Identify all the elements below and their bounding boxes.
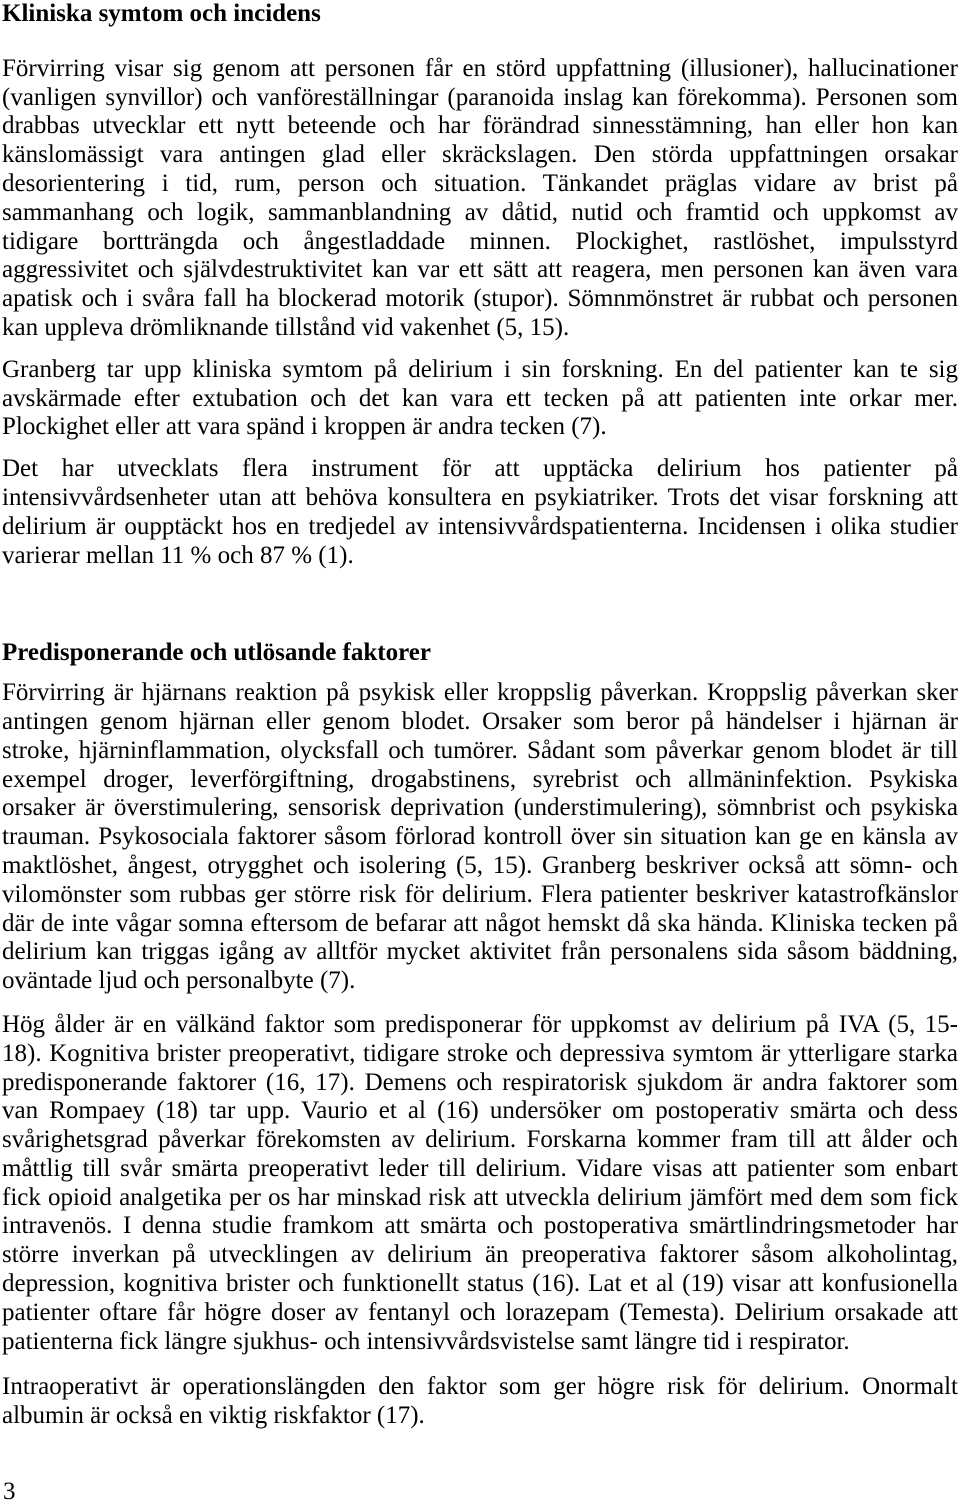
text-line: Det har utvecklats flera instrument för att upptäcka delirium hos patienter på <box>2 455 958 483</box>
text-line: där de inte vågar somna eftersom de befarar att något hemskt då ska hända. Kliniska tecken på <box>2 909 958 937</box>
text-line: avskärmade efter extubation och det kan vara ett tecken på att patienten inte orkar mer. <box>2 384 958 412</box>
page-content <box>2 0 958 1431</box>
text-line: intravenös. I denna studie framkom att smärta och postoperativa smärtlindringsmetoder har <box>2 1212 958 1240</box>
text-line: Förvirring visar sig genom att personen får en störd uppfattning (illusioner), hallucinationer <box>2 54 958 82</box>
text-line: Intraoperativt är operationslängden den faktor som ger högre risk för delirium. Onormalt <box>2 1373 958 1401</box>
section-predisposing-factors <box>2 639 958 1431</box>
text-line: vilomönster som rubbas ger större risk för delirium. Flera patienter beskriver katastrofkänslor <box>2 880 958 908</box>
text-line: intensivvårdsenheter utan att behöva konsultera en psykiatriker. Trots det visar forskning att <box>2 483 958 511</box>
page-number: 3 <box>3 1478 16 1505</box>
section-clinical-symptoms <box>2 0 958 570</box>
text-line: van Rompaey (18) tar upp. Vaurio et al (16) undersöker om postoperativ smärta och dess <box>2 1097 958 1125</box>
text-line: exempel droger, leverförgiftning, drogabstinens, syrebrist och allmäninfektion. Psykiska <box>2 765 958 793</box>
text-line: tidigare bortträngda och ångestladdade minnen. Plockighet, rastlöshet, impulsstyrd <box>2 227 958 255</box>
paragraph <box>2 455 958 570</box>
paragraph <box>2 1011 958 1357</box>
text-line: patienterna fick längre sjukhus- och intensivvårdsvistelse samt längre tid i respirator. <box>2 1327 850 1355</box>
text-line: oväntade ljud och personalbyte (7). <box>2 967 356 995</box>
text-line: Plockighet eller att vara spänd i kroppen är andra tecken (7). <box>2 413 607 441</box>
text-line: delirium kan triggas igång av alltför mycket aktivitet från personalens sida såsom bäddning, <box>2 938 958 966</box>
text-line: större inverkan på utvecklingen av delirium än preoperativa faktorer såsom alkoholintag, <box>2 1241 958 1269</box>
text-line: maktlöshet, ångest, otrygghet och isolering (5, 15). Granberg beskriver också att sömn- och <box>2 851 958 879</box>
text-line: (vanligen synvillor) och vanföreställningar (paranoida inslag kan förekomma). Personen som <box>2 83 958 111</box>
text-line: drabbas utvecklar ett nytt beteende och har förändrad sinnesstämning, han eller hon kan <box>2 112 958 140</box>
text-line: sammanhang och logik, sammanblandning av dåtid, nutid och framtid och uppkomst av <box>2 198 958 226</box>
text-line: Förvirring är hjärnans reaktion på psykisk eller kroppslig påverkan. Kroppslig påverkan sker <box>2 679 958 707</box>
section-heading: Kliniska symtom och incidens <box>2 0 321 27</box>
text-line: antingen genom hjärnan eller genom blodet. Orsaker som beror på händelser i hjärnan är <box>2 707 958 735</box>
text-line: måttlig till svår smärta preoperativt leder till delirium. Vidare visas att patienter som enbart <box>2 1154 958 1182</box>
paragraph <box>2 679 958 996</box>
text-line: apatisk och i svåra fall ha blockerad motorik (stupor). Sömnmönstret är rubbat och personen <box>2 285 958 313</box>
text-line: desorientering i tid, rum, person och situation. Tänkandet präglas vidare av brist på <box>2 169 958 197</box>
text-line: aggressivitet och självdestruktivitet kan var ett sätt att reagera, men personen kan även vara <box>2 256 958 284</box>
text-line: trauman. Psykosociala faktorer såsom förlorad kontroll över sin situation kan ge en känsla av <box>2 823 958 851</box>
text-line: varierar mellan 11 % och 87 % (1). <box>2 541 354 569</box>
text-line: Hög ålder är en välkänd faktor som predisponerar för uppkomst av delirium på IVA (5, 15- <box>2 1010 958 1038</box>
paragraph <box>2 356 958 442</box>
text-line: stroke, hjärninflammation, olycksfall och tumörer. Sådant som påverkar genom blodet är till <box>2 736 958 764</box>
text-line: albumin är också en viktig riskfaktor (17). <box>2 1402 425 1430</box>
text-line: patienter oftare får högre doser av fentanyl och lorazepam (Temesta). Delirium orsakade att <box>2 1298 958 1326</box>
paragraph <box>2 1373 958 1431</box>
text-line: 18). Kognitiva brister preoperativt, tidigare stroke och depressiva symtom är ytterligare starka <box>2 1039 958 1067</box>
paragraph <box>2 55 958 343</box>
text-line: kan uppleva drömliknande tillstånd vid vakenhet (5, 15). <box>2 313 570 341</box>
text-line: Granberg tar upp kliniska symtom på delirium i sin forskning. En del patienter kan te sig <box>2 355 958 383</box>
text-line: känslomässigt vara antingen glad eller skräckslagen. Den störda uppfattningen orsakar <box>2 141 958 169</box>
text-line: delirium är oupptäckt hos en tredjedel av intensivvårdspatienterna. Incidensen i olika studier <box>2 512 958 540</box>
text-line: depression, kognitiva brister och funktionellt status (16). Lat et al (19) visar att konfusionella <box>2 1270 958 1298</box>
text-line: predisponerande faktorer (16, 17). Demens och respiratorisk sjukdom är andra faktorer som <box>2 1068 958 1096</box>
text-line: orsaker är överstimulering, sensorisk deprivation (understimulering), sömnbrist och psykiska <box>2 794 958 822</box>
text-line: fick opioid analgetika per os har minskad risk att utveckla delirium jämfört med dem som fick <box>2 1183 958 1211</box>
section-heading: Predisponerande och utlösande faktorer <box>2 639 431 667</box>
text-line: svårighetsgrad påverkar förekomsten av delirium. Forskarna kommer fram till att ålder och <box>2 1126 958 1154</box>
